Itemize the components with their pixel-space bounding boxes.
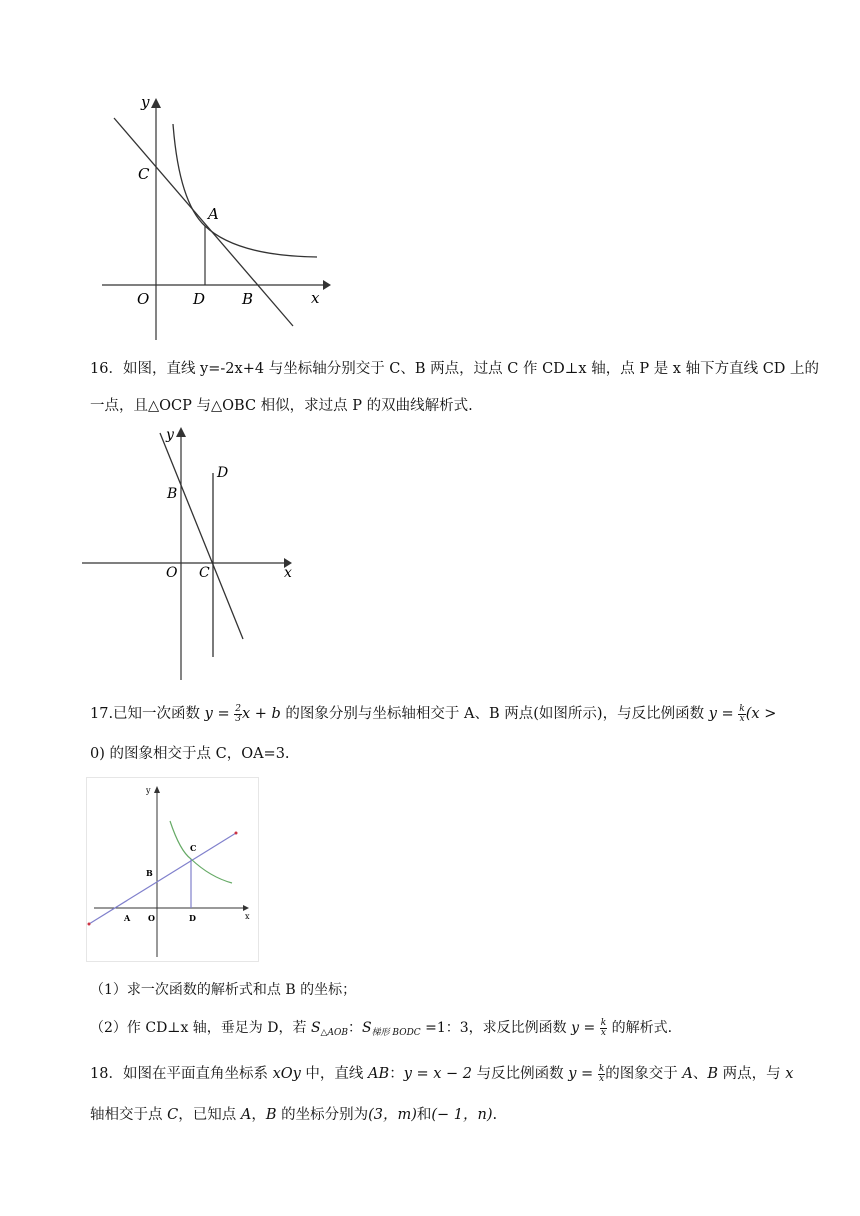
- problem-18-line-2: 轴相交于点 C，已知点 A，B 的坐标分别为(3，m)和(− 1，n).: [90, 1107, 498, 1123]
- label-A: A: [208, 205, 219, 223]
- label-C: C: [190, 843, 197, 853]
- fraction-k-over-x: $\frac{k}{x}$: [739, 703, 745, 724]
- line-endpoint-right: [235, 832, 238, 835]
- line-endpoint-left: [88, 923, 91, 926]
- label-x: x: [245, 912, 250, 921]
- label-O: O: [148, 913, 155, 923]
- label-O: O: [166, 565, 178, 581]
- y-axis-arrow: [176, 427, 186, 437]
- problem-17-line-1: 17.已知一次函数 y = $\frac{2}{3}$ x + b 的图象分别与坐标轴相交于 A、B 两点(如图所示)，与反比例函数 y = $\frac{k}{x}$ (x >: [90, 703, 777, 724]
- problem-17-question-2: （2）作 CD⊥x 轴，垂足为 D，若 $S_{\triangle AOB}$：$S_{梯形 BODC} =1$：3，求反比例函数 y = $\frac{k}{x}$ 的解析式.: [90, 1017, 673, 1038]
- label-C: C: [199, 565, 210, 581]
- figure-2: [80, 425, 300, 683]
- hyperbola-curve: [173, 124, 317, 257]
- fraction-two-thirds: $\frac{2}{3}$: [235, 703, 241, 724]
- problem-16-line-2: 一点，且△OCP 与△OBC 相似，求过点 P 的双曲线解析式.: [90, 398, 473, 414]
- label-A: A: [124, 913, 131, 923]
- label-y: y: [166, 427, 174, 443]
- label-x: x: [311, 289, 320, 307]
- fraction-k-over-x: $\frac{k}{x}$: [598, 1063, 605, 1084]
- figure-3: [86, 777, 261, 963]
- label-C: C: [138, 165, 150, 183]
- label-B: B: [167, 486, 178, 502]
- x-axis-arrow: [323, 280, 331, 290]
- problem-17-number: 17: [90, 706, 109, 722]
- problem-17-line-2: 0) 的图象相交于点 C，OA=3.: [90, 746, 290, 762]
- line-BC: [160, 433, 243, 639]
- label-D: D: [193, 290, 206, 308]
- label-D: D: [217, 465, 229, 481]
- linear-function-line: [89, 833, 236, 924]
- label-y: y: [141, 93, 150, 111]
- x-axis-arrow: [243, 905, 249, 911]
- fraction-k-over-x: $\frac{k}{x}$: [600, 1017, 607, 1038]
- problem-18-number: 18: [90, 1066, 109, 1082]
- problem-18-line-1: 18．如图在平面直角坐标系 xOy 中，直线 AB：y = x − 2 与反比例函数 y = $\frac{k}{x}$ 的图象交于 A、B 两点，与 x: [90, 1063, 794, 1084]
- label-B: B: [242, 290, 254, 308]
- label-O: O: [137, 290, 150, 308]
- y-axis-arrow: [151, 98, 161, 108]
- label-B: B: [146, 868, 153, 878]
- problem-17-question-1: （1）求一次函数的解析式和点 B 的坐标；: [90, 982, 357, 998]
- label-D: D: [189, 913, 196, 923]
- label-y: y: [146, 786, 151, 795]
- figure-1: [95, 90, 335, 345]
- label-x: x: [284, 565, 292, 581]
- problem-16-line-1: 16．如图，直线 y=-2x+4 与坐标轴分别交于 C、B 两点，过点 C 作 CD⊥x 轴，点 P 是 x 轴下方直线 CD 上的: [90, 361, 820, 377]
- problem-16-number: 16: [90, 361, 109, 377]
- y-axis-arrow: [154, 786, 160, 793]
- hyperbola-curve: [170, 821, 232, 883]
- figure-3-frame: [87, 778, 259, 962]
